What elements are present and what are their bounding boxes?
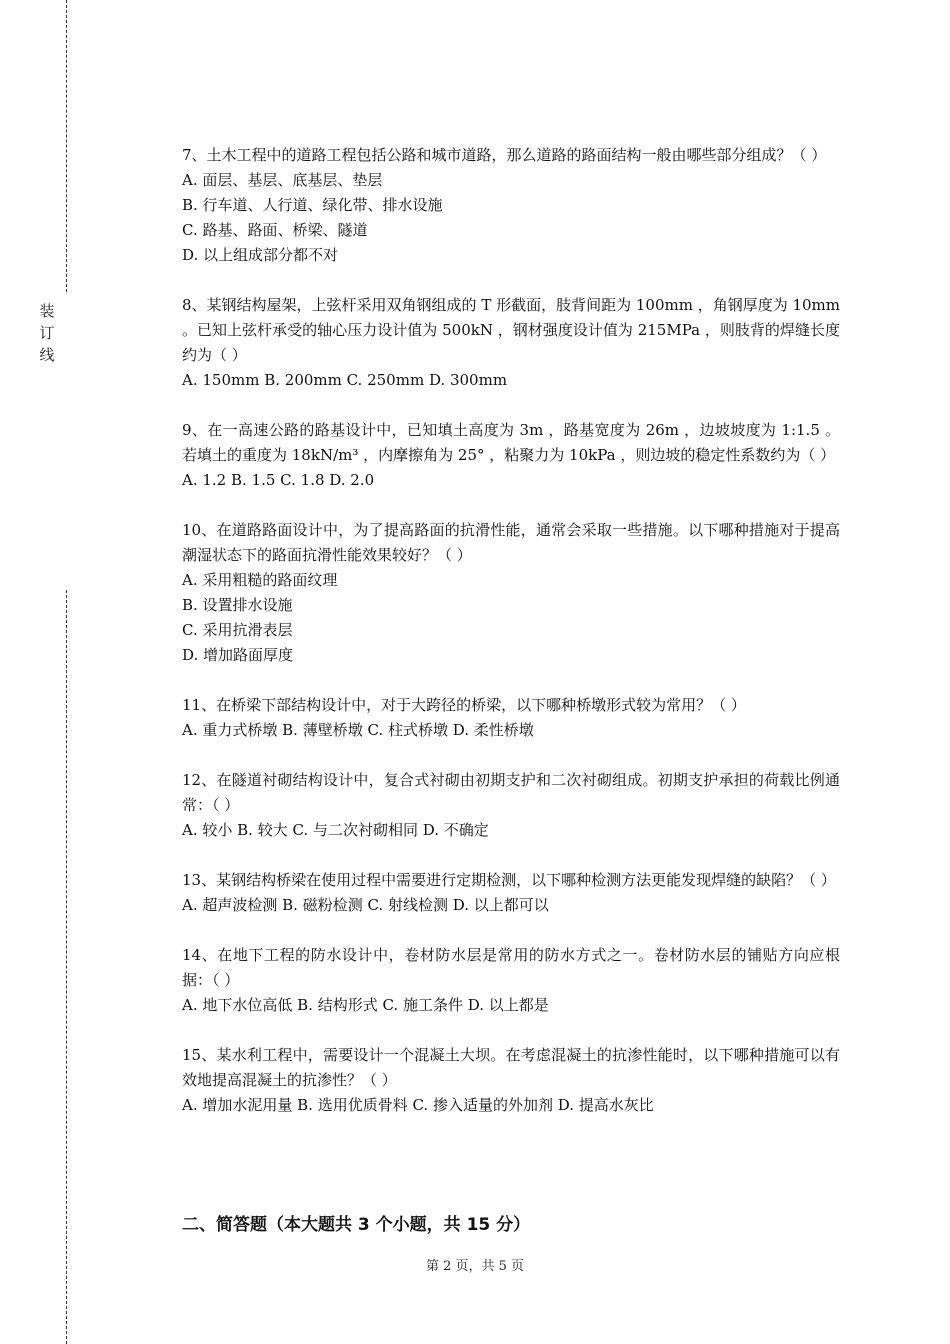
question-text: 10、在道路路面设计中，为了提高路面的抗滑性能，通常会采取一些措施。以下哪种措施对于提高潮湿状态下的路面抗滑性能效果较好？（ ） xyxy=(182,521,840,564)
options-line: A. 超声波检测 B. 磁粉检测 C. 射线检测 D. 以上都可以 xyxy=(182,896,549,914)
options-line: A. 150mm B. 200mm C. 250mm D. 300mm xyxy=(182,371,508,389)
question-12 xyxy=(182,768,840,843)
binding-line-bottom xyxy=(66,590,67,1344)
question-14 xyxy=(182,943,840,1018)
option-b: B. 行车道、人行道、绿化带、排水设施 xyxy=(182,196,443,214)
binding-label xyxy=(37,300,57,366)
binding-char: 装 xyxy=(39,302,55,320)
binding-char: 线 xyxy=(39,346,55,364)
binding-line-top xyxy=(66,0,67,292)
question-text: 14、在地下工程的防水设计中，卷材防水层是常用的防水方式之一。卷材防水层的铺贴方向应根据：（ ） xyxy=(182,946,840,989)
question-9 xyxy=(182,418,840,493)
binding-char: 订 xyxy=(39,324,55,342)
question-text: 11、在桥梁下部结构设计中，对于大跨径的桥梁，以下哪种桥墩形式较为常用？（ ） xyxy=(182,696,746,714)
question-text: 12、在隧道衬砌结构设计中，复合式衬砌由初期支护和二次衬砌组成。初期支护承担的荷载比例通常：（ ） xyxy=(182,771,840,814)
option-c: C. 路基、路面、桥梁、隧道 xyxy=(182,221,368,239)
question-text: 9、在一高速公路的路基设计中，已知填土高度为 3m ，路基宽度为 26m ，边坡坡度为 1:1.5 。若填土的重度为 18kN/m³ ，内摩擦角为 25° ，粘聚力为 10kPa ，则边坡的稳定性系数约为（ ） xyxy=(182,421,840,464)
options-line: A. 较小 B. 较大 C. 与二次衬砌相同 D. 不确定 xyxy=(182,821,489,839)
question-10 xyxy=(182,518,840,668)
option-c: C. 采用抗滑表层 xyxy=(182,621,293,639)
questions-list xyxy=(182,143,840,1143)
question-text: 7、土木工程中的道路工程包括公路和城市道路，那么道路的路面结构一般由哪些部分组成？（ ） xyxy=(182,146,827,164)
option-d: D. 增加路面厚度 xyxy=(182,646,294,664)
question-13 xyxy=(182,868,840,918)
question-text: 15、某水利工程中，需要设计一个混凝土大坝。在考虑混凝土的抗渗性能时，以下哪种措施可以有效地提高混凝土的抗渗性？（ ） xyxy=(182,1046,840,1089)
question-7 xyxy=(182,143,840,268)
question-text: 13、某钢结构桥梁在使用过程中需要进行定期检测，以下哪种检测方法更能发现焊缝的缺陷？（ ） xyxy=(182,871,836,889)
option-b: B. 设置排水设施 xyxy=(182,596,293,614)
option-d: D. 以上组成部分都不对 xyxy=(182,246,339,264)
question-text: 8、某钢结构屋架，上弦杆采用双角钢组成的 T 形截面，肢背间距为 100mm ，角钢厚度为 10mm 。已知上弦杆承受的轴心压力设计值为 500kN ，钢材强度设计值为 215MPa ，则肢背的焊缝长度约为（ ） xyxy=(182,296,841,364)
option-a: A. 采用粗糙的路面纹理 xyxy=(182,571,338,589)
options-line: A. 增加水泥用量 B. 选用优质骨料 C. 掺入适量的外加剂 D. 提高水灰比 xyxy=(182,1096,654,1114)
question-15 xyxy=(182,1043,840,1118)
option-a: A. 面层、基层、底基层、垫层 xyxy=(182,171,383,189)
options-line: A. 重力式桥墩 B. 薄壁桥墩 C. 柱式桥墩 D. 柔性桥墩 xyxy=(182,721,534,739)
options-line: A. 1.2 B. 1.5 C. 1.8 D. 2.0 xyxy=(182,471,375,489)
options-line: A. 地下水位高低 B. 结构形式 C. 施工条件 D. 以上都是 xyxy=(182,996,549,1014)
question-11 xyxy=(182,693,840,743)
page-footer: 第 2 页，共 5 页 xyxy=(425,1259,525,1274)
question-8 xyxy=(182,293,840,393)
section-heading: 二、简答题（本大题共 3 个小题，共 15 分） xyxy=(182,1215,531,1235)
